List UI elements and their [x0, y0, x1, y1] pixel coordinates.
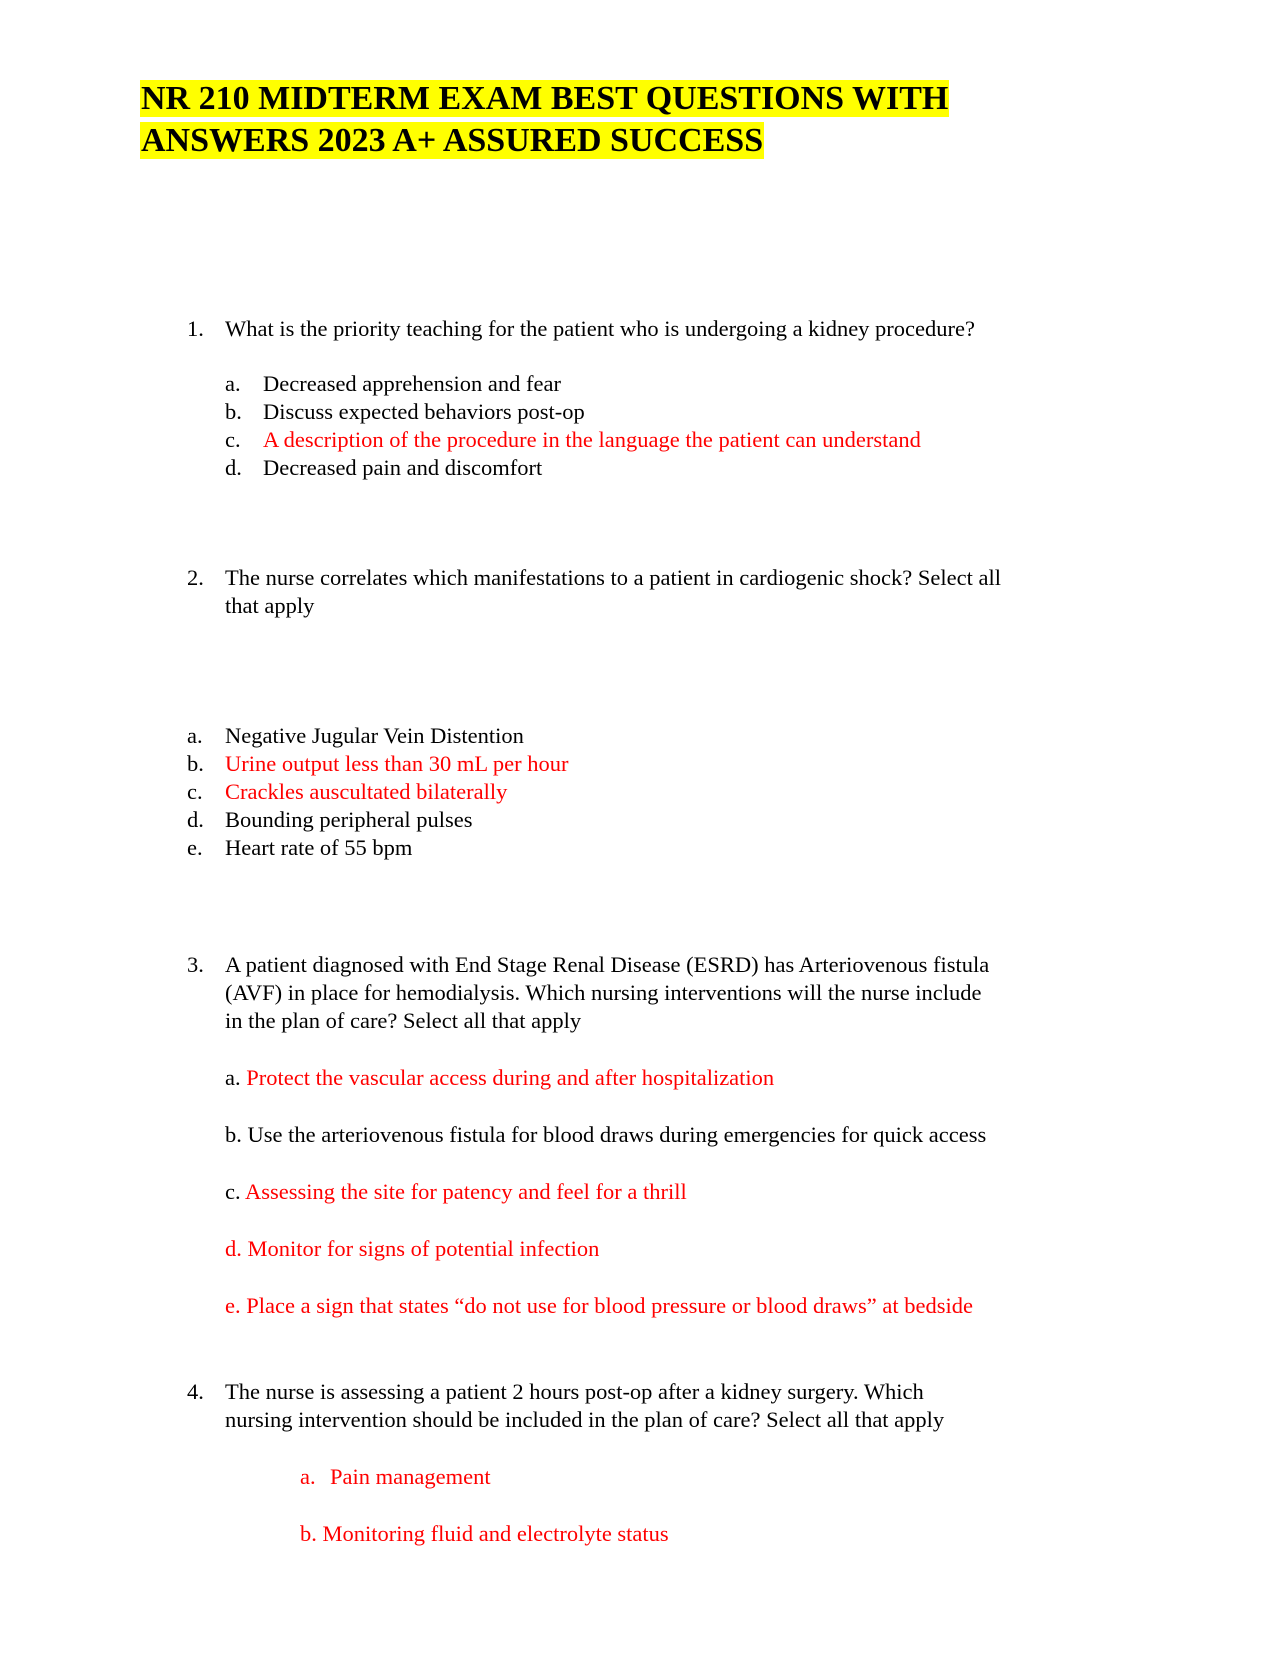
question-text: The nurse is assessing a patient 2 hours post-op after a kidney surgery. Which — [225, 1379, 924, 1404]
option-text-correct: Urine output less than 30 mL per hour — [225, 751, 569, 776]
title-line-1: NR 210 MIDTERM EXAM BEST QUESTIONS WITH — [141, 80, 949, 117]
option-letter: a. — [225, 1065, 241, 1090]
question-text: (AVF) in place for hemodialysis. Which nursing interventions will the nurse include — [225, 980, 982, 1005]
option-text: Bounding peripheral pulses — [225, 807, 473, 832]
option-text: Discuss expected behaviors post-op — [263, 399, 585, 424]
option-letter: e. — [187, 835, 203, 860]
option-row — [225, 1235, 599, 1263]
option-text-correct: Protect the vascular access during and after hospitalization — [246, 1065, 775, 1090]
option-letter: d. — [225, 455, 242, 480]
option-text-correct: Monitoring fluid and electrolyte status — [322, 1521, 669, 1546]
option-letter: d. — [187, 807, 204, 832]
option-letter: b. — [225, 1122, 242, 1147]
option-letter: d. — [225, 1236, 242, 1261]
option-row — [225, 1064, 774, 1092]
option-text: Heart rate of 55 bpm — [225, 835, 413, 860]
option-letter: e. — [225, 1293, 241, 1318]
question-number: 2. — [187, 565, 204, 590]
option-text: Negative Jugular Vein Distention — [225, 723, 524, 748]
option-letter: c. — [225, 427, 241, 452]
option-letter: b. — [300, 1521, 317, 1546]
option-text-correct: Monitor for signs of potential infection — [247, 1236, 600, 1261]
option-text: Use the arteriovenous fistula for blood draws during emergencies for quick access — [247, 1122, 987, 1147]
question-text: What is the priority teaching for the patient who is undergoing a kidney procedure? — [225, 316, 975, 341]
option-row — [225, 1178, 687, 1206]
title-line-2: ANSWERS 2023 A+ ASSURED SUCCESS — [141, 122, 764, 159]
option-row — [225, 1121, 986, 1149]
question-text: in the plan of care? Select all that apply — [225, 1008, 582, 1033]
question-text: that apply — [225, 593, 315, 618]
option-letter: a. — [300, 1464, 316, 1489]
option-letter: a. — [187, 723, 203, 748]
question-text: The nurse correlates which manifestations to a patient in cardiogenic shock? Select all — [225, 565, 1001, 590]
option-letter: c. — [225, 1179, 241, 1204]
option-letter: c. — [187, 779, 203, 804]
question-number: 1. — [187, 316, 204, 341]
option-row — [300, 1520, 669, 1548]
option-text-correct: A description of the procedure in the language the patient can understand — [263, 427, 921, 452]
option-text: Decreased apprehension and fear — [263, 371, 561, 396]
option-text: Decreased pain and discomfort — [263, 455, 543, 480]
option-text-correct: Pain management — [330, 1464, 491, 1489]
option-text-correct: Place a sign that states “do not use for blood pressure or blood draws” at bedside — [246, 1293, 973, 1318]
question-number: 4. — [187, 1379, 204, 1404]
option-letter: b. — [187, 751, 204, 776]
question-text: A patient diagnosed with End Stage Renal Disease (ESRD) has Arteriovenous fistula — [225, 952, 990, 977]
option-row — [225, 1292, 973, 1320]
option-text-correct: Crackles auscultated bilaterally — [225, 779, 508, 804]
option-letter: b. — [225, 399, 242, 424]
option-text-correct: Assessing the site for patency and feel for a thrill — [245, 1179, 687, 1204]
option-letter: a. — [225, 371, 241, 396]
question-number: 3. — [187, 952, 204, 977]
question-text: nursing intervention should be included in the plan of care? Select all that apply — [225, 1407, 945, 1432]
